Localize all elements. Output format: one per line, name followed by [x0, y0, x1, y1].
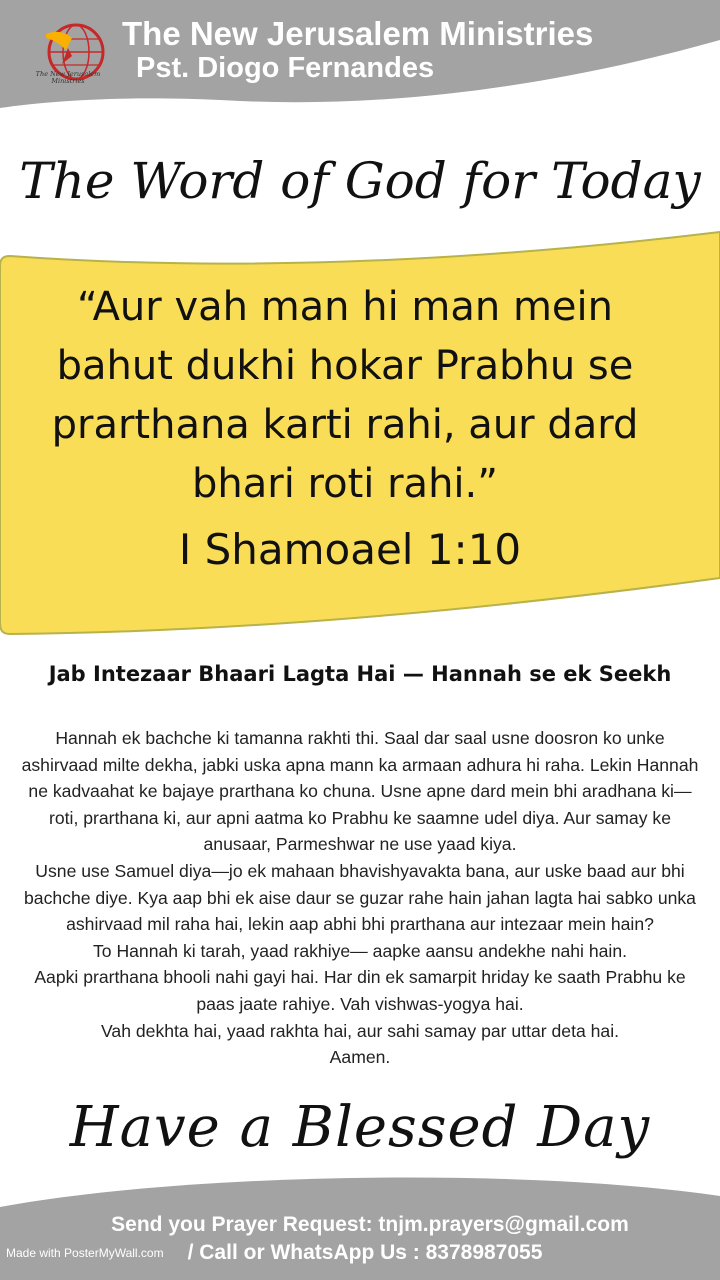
body-paragraph: Aapki prarthana bhooli nahi gayi hai. Har din ek samarpit hriday ke saath Prabhu ke paas jaate rahiye. Vah vishwas-yogya hai.	[34, 967, 686, 1014]
devotional-body	[20, 725, 700, 1071]
body-paragraph: Aamen.	[329, 1047, 391, 1068]
pastor-name: Pst. Diogo Fernandes	[136, 52, 435, 84]
body-paragraph: Usne use Samuel diya—jo ek mahaan bhavishyavakta bana, aur uske baad aur bhi bachche diye. Kya aap bhi ek aise daur se guzar rahe hain jahan lagta hai sabko unka ashirvaad mil raha hai, lekin aap abhi bhi prarthana aur intezaar mein hain?	[24, 860, 696, 935]
body-paragraph: Hannah ek bachche ki tamanna rakhti thi. Saal dar saal usne doosron ko unke ashirvaad milte dekha, jabki uska apna mann ka armaan adhura hi raha. Lekin Hannah ne kadvaahat ke bajaye prarthana ko chuna. Usne apne dard mein bhi aradhana ki—roti, prarthana ki, aur apni aatma ko Prabhu ke saamne udel diya. Aur samay ke anusaar, Parmeshwar ne use yaad kiya.	[21, 728, 699, 855]
closing-greeting: Have a Blessed Day	[69, 1095, 651, 1160]
ministry-name: The New Jerusalem Ministries	[122, 15, 594, 52]
postermywall-watermark: Made with PosterMyWall.com	[6, 1246, 164, 1260]
ministry-logo	[32, 20, 112, 90]
svg-text:Ministries: Ministries	[51, 77, 85, 85]
contact-phone: / Call or WhatsApp Us : 8378987055	[187, 1241, 543, 1264]
body-paragraph: To Hannah ki tarah, yaad rakhiye— aapke aansu andekhe nahi hain.	[92, 940, 628, 961]
devotional-title: Jab Intezaar Bhaari Lagta Hai — Hannah se ek Seekh	[48, 662, 672, 686]
body-paragraph: Vah dekhta hai, yaad rakhta hai, aur sahi samay par uttar deta hai.	[100, 1020, 620, 1041]
prayer-request-email: Send you Prayer Request: tnjm.prayers@gmail.com	[111, 1213, 629, 1236]
svg-text:The New Jerusalem: The New Jerusalem	[35, 70, 101, 78]
bible-verse-text: “Aur vah man hi man mein bahut dukhi hokar Prabhu se prarthana karti rahi, aur dard bhari roti rahi.”	[51, 284, 639, 507]
page-heading: The Word of God for Today	[19, 152, 701, 210]
bible-verse-reference: I Shamoael 1:10	[178, 525, 522, 574]
